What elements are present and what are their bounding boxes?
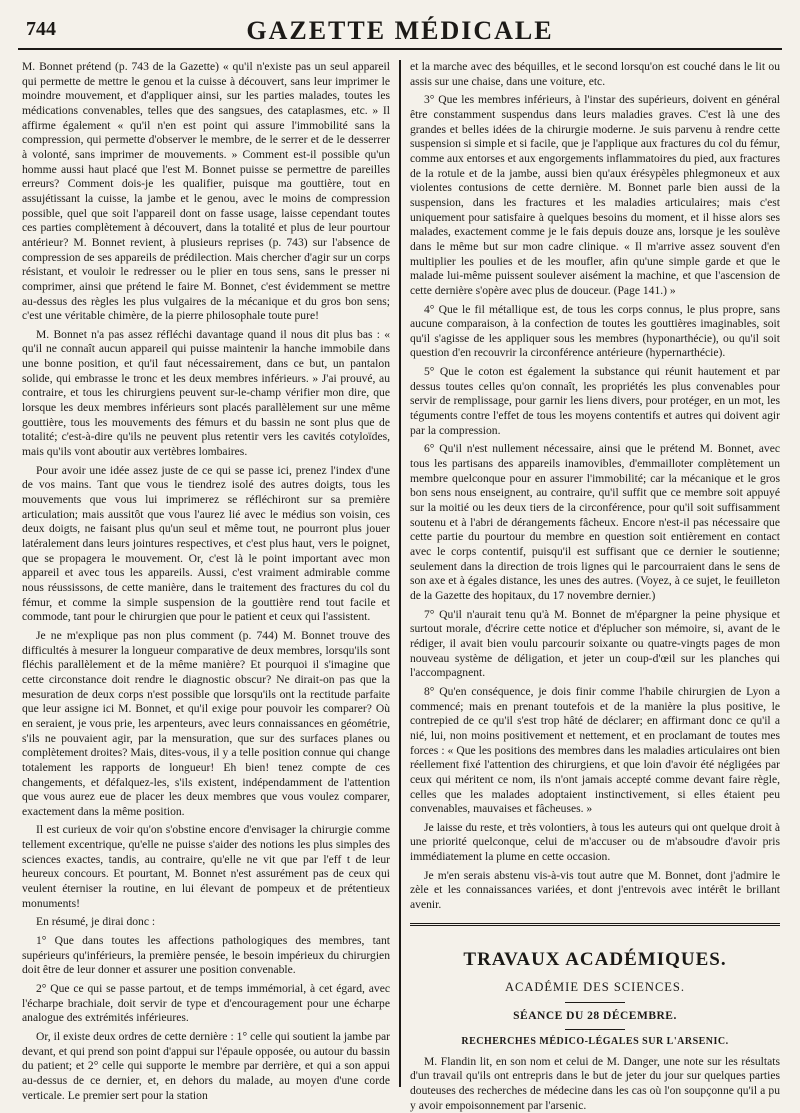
paragraph: 2° Que ce qui se passe partout, et de temps immémorial, à cet égard, avec l'écharpe brachiale, doit servir de type et d'encouragement pour une écharpe analogue des extrémités inférieures.: [22, 982, 390, 1025]
paragraph: 5° Que le coton est également la substance qui réunit hautement et par dessus toutes celles qu'on connaît, les propriétés les plus convenables pour servir de remplissage, pour garnir les liens divers, pour protéger, en un mot, les téguments contre l'effet de tous les moyens contentifs et autres qui doivent agir par la compression.: [410, 365, 780, 437]
paragraph: 7° Qu'il n'aurait tenu qu'à M. Bonnet de m'épargner la peine physique et surtout morale, d'écrire cette notice et d'éplucher son mémoire, si, avant de le rédiger, il avait bien voulu parcourir soixante ou quatre-vingts pages de mon nouveau système de déligation, et jeter un coup-d'œil sur les planches qui l'accompagnent.: [410, 607, 780, 680]
paragraph: 1° Que dans toutes les affections pathologiques des membres, tant supérieurs qu'inférieurs, la première pensée, le besoin impérieux du chirurgien doit être de leur donner et assurer une position convenable.: [22, 934, 390, 977]
column-divider: [399, 60, 401, 1087]
paragraph: Il est curieux de voir qu'on s'obstine encore d'envisager la chirurgie comme tellement excentrique, qu'elle ne puisse s'aider des notions les plus simples des sciences exactes, tandis, au contraire, qu'elle ne vit que par l'eff t de leur heureux concours. Et pourtant, M. Bonnet n'est assurément pas de ceux qui veulent éterniser la routine, en lui élevant de pompeux et de prétentieux monuments!: [22, 823, 390, 910]
paragraph: M. Flandin lit, en son nom et celui de M. Danger, une note sur les résultats d'un travail qu'ils ont entrepris dans le but de jeter du jour sur quelques parties douteuses des recherches de médecine dans les cas où l'on soupçonne qu'il a pu y avoir empoisonnement par l'arsenic.: [410, 1054, 780, 1112]
paragraph: Or, il existe deux ordres de cette dernière : 1° celle qui soutient la jambe par devant, et qui prend son point d'appui sur l'épaule opposée, ou autour du bassin du patient; et 2° celle qui supporte le membre par derrière, et qui a son appui au-dessus de ce dernier, et, en dehors du malade, au moyen d'une corde verticale. Le premier sert pour la station: [22, 1030, 390, 1102]
small-divider: [565, 1029, 625, 1030]
paragraph: 6° Qu'il n'est nullement nécessaire, ainsi que le prétend M. Bonnet, avec tous les partisans des appareils inamovibles, d'emmailloter complètement un membre quelconque pour en assurer l'immobilité; car la mécanique et le gros bon sens nous enseignent, au contraire, qu'il suffit que ce membre soit appuyé sur la moitié ou les deux tiers de la circonférence, pour qu'il soit suffisamment soutenu et à l'abri de dérangements fâcheux. Encore n'est-il pas nécessaire que cette partie du pourtour du membre en question soit entièrement en contact avec le corps contentif, puisqu'il est suffisant que ce dernier le soutienne; seulement dans la direction de trois lignes qui le parcourraient dans le sens de son axe et à égales distance, les unes des autres. (Voyez, à ce sujet, le feuilleton de la Gazette des hopitaux, du 17 novembre dernier.): [410, 442, 780, 602]
paragraph: Je laisse du reste, et très volontiers, à tous les auteurs qui ont quelque droit à une priorité quelconque, celui de m'accuser ou de m'absoudre d'avoir pris immédiatement la plume en cette occasion.: [410, 820, 780, 864]
paragraph: 4° Que le fil métallique est, de tous les corps connus, le plus propre, sans aucune comparaison, à la confection de toutes les gouttières imaginables, soit qu'il s'agisse de les appliquer sous les membres (hyponarthécie), ou qu'il soit question d'en recouvrir la circonférence antérieure (hypernarthécie).: [410, 302, 780, 360]
section-title: TRAVAUX ACADÉMIQUES.: [463, 948, 727, 970]
seance-title: SÉANCE DU 28 DÉCEMBRE.: [513, 1009, 677, 1022]
page-header: [18, 14, 782, 50]
paragraph: M. Bonnet n'a pas assez réfléchi davantage quand il nous dit plus bas : « qu'il ne connaît aucun appareil qui puisse maintenir la hanche immobile dans une bonne position, et qu'il faut nécessairement, dans ce but, un pantalon solide, qui embrasse le tronc et les deux membres inférieurs. » J'ai prouvé, au contraire, et tous les chirurgiens peuvent sur-le-champ vérifier mon dire, que lorsque les deux membres inférieurs sont placés parallèlement sur une même gouttière, tous les mouvements des fémurs et du bassin ne sont plus que de totalité; c'est-à-dire qu'ils ne peuvent plus retentir vers les cavités cotyloïdes, mais qu'ils vont aboutir aux vertèbres lombaires.: [22, 327, 390, 459]
paragraph: 3° Que les membres inférieurs, à l'instar des supérieurs, doivent en général être constamment suspendus dans leurs maladies graves. C'est là une des grandes et belles idées de la chirurgie moderne. Je suis parvenu à rendre cette suspension si simple et si facile, que je l'applique aux fractures du col du fémur, comme aux entorses et aux engorgements inflammatoires du pied, aux fractures de la rotule et de la jambe, aussi bien qu'aux érésypèles phlegmoneux et aux violentes contusions de cette dernière. M. Bonnet parle bien aussi de la suspension, dans les fractures et les maladies articulaires; mais c'est uniquement pour satisfaire à quelques besoins du moment, et il hisse alors ses malades, exactement comme je le fais depuis douze ans, lorsque je les soulève dans le même but sur mon cadre clinique. « Il m'arrive assez souvent d'en multiplier les poulies et de les moufler, afin qu'une simple garde et que le malade lui-même puissent soulever aisément la machine, et que l'ascension de cette dernière s'opère avec plus de douceur. (Page 141.) »: [410, 93, 780, 297]
paragraph: En résumé, je dirai donc :: [36, 915, 156, 929]
section-divider: [410, 923, 780, 926]
paragraph: Je ne m'explique pas non plus comment (p. 744) M. Bonnet trouve des difficultés à mesurer la longueur comparative de deux membres, lorsqu'ils sont fléchis parallèlement et de la même manière? Et pourquoi il s'imagine que cette circonstance doit rendre le diagnostic obscur? Ne dirait-on pas que la mesuration de deux corps n'est possible que lorsqu'ils ont la rectitude parfaite que leur assigne ici M. Bonnet, et qu'il exige pour pouvoir les comparer? Où en seraient, je vous prie, les arpenteurs, avec leurs connaissances en géométrie, s'ils ne pouvaient agir, par la mensuration, que sur des surfaces planes ou complètement droites? Mais, dites-vous, il y a telle position connue qui change totalement les rapports de longueur! Eh bien! tenez compte de ces changements, et défalquez-les, s'ils existent, indépendamment de l'attention que vous aurez eue de placer les deux membres que vous voulez comparer, exactement dans la même position.: [22, 628, 390, 818]
journal-title: GAZETTE MÉDICALE: [246, 16, 554, 45]
left-column: [22, 60, 390, 1102]
paragraph: et la marche avec des béquilles, et le second lorsqu'on est couché dans le lit ou assis sur une chaise, dans une voiture, etc.: [410, 60, 780, 88]
paragraph: Je m'en serais abstenu vis-à-vis tout autre que M. Bonnet, dont j'admire le zèle et les connaissances variées, et dont j'entrevois avec intérêt le brillant avenir.: [410, 868, 780, 912]
small-divider: [565, 1002, 625, 1003]
subsection-title: ACADÉMIE DES SCIENCES.: [505, 979, 685, 994]
page-number: 744: [26, 18, 56, 40]
right-column: [410, 60, 780, 1112]
paragraph: 8° Qu'en conséquence, je dois finir comme l'habile chirurgien de Lyon a commencé; mais en prenant toutefois et de la manière la plus positive, le contrepied de ce qu'il s'est trop hâté de déclarer; en affirmant donc ce qu'il a nié, lui, non moins positivement et nettement, et en proclamant de toutes mes forces : « Que les positions des membres dans les maladies articulaires ont bien réellement fixé l'attention des chirurgiens, et que loin d'avoir été négligées par ceux qui méritent ce nom, ils n'ont jamais accepté comme devant faire règle, celles que les malades adoptaient instinctivement, si elles étaient peu convenables, mauvaises et fâcheuses. »: [410, 684, 780, 816]
paragraph: Pour avoir une idée assez juste de ce qui se passe ici, prenez l'index d'une de vos mains. Tant que vous le tiendrez isolé des autres doigts, tous les mouvements que vous lui imprimerez se réfléchiront sur sa première articulation; mais aussitôt que vous l'aurez lié avec le médius son voisin, ces deux doigts, ne faisant plus qu'un seul et même tout, ne pourront plus jouer latéralement dans leurs jointures respectives, et c'est plus haut, vers le poignet, que se propagera le mouvement. Or, c'est là le point important avec mon appareil et avec tous les appareils. Aussi, c'est vraiment admirable comme nous réussissons, de cette manière, dans le traitement des fractures du col du fémur, et comme la simple suspension de la gouttière rend tout facile et commode, tant pour le chirurgien que pour le patient et ceux qui l'assistent.: [22, 463, 390, 624]
paragraph: M. Bonnet prétend (p. 743 de la Gazette) « qu'il n'existe pas un seul appareil qui permette de mettre le genou et la cuisse à découvert, sans leur imprimer le moindre mouvement, et d'appliquer ainsi, sur les parties malades, toutes les médications convenables, telles que des sangsues, des cataplasmes, etc. » Il affirme également « qu'il n'en est point qui assure l'immobilité sans la compression, qui permette d'observer le membre, de le serrer et de le desserrer à volonté, sans imprimer de mouvements. » Comment est-il possible qu'un homme aussi haut placé que l'est M. Bonnet puisse se permettre de pareilles erreurs? Comment dois-je les qualifier, puisque ma gouttière, tout en assujétissant la cuisse, la jambe et le genou, avec le moins de compression possible, quel que soit l'appareil dont on fasse usage, laisse cependant toutes ces parties complètement à découvert, dans la totalité et plus de leur pourtour antérieur? M. Bonnet revient, à plusieurs reprises (p. 743) sur l'absence de compression de ses appareils de prédilection. Mais chercher d'agir sur un corps résistant, et vouloir le redresser ou le plier en tous sens, sans le presser ni comprimer, ainsi que prétend le faire M. Bonnet, c'est évidemment se mettre au-dessus des règles les plus vulgaires de la mécanique et du gros bon sens; c'est une véritable chimère, de la pierre philosophale toute pure!: [22, 60, 390, 323]
rubric-title: RECHERCHES MÉDICO-LÉGALES SUR L'ARSENIC.: [461, 1036, 729, 1048]
